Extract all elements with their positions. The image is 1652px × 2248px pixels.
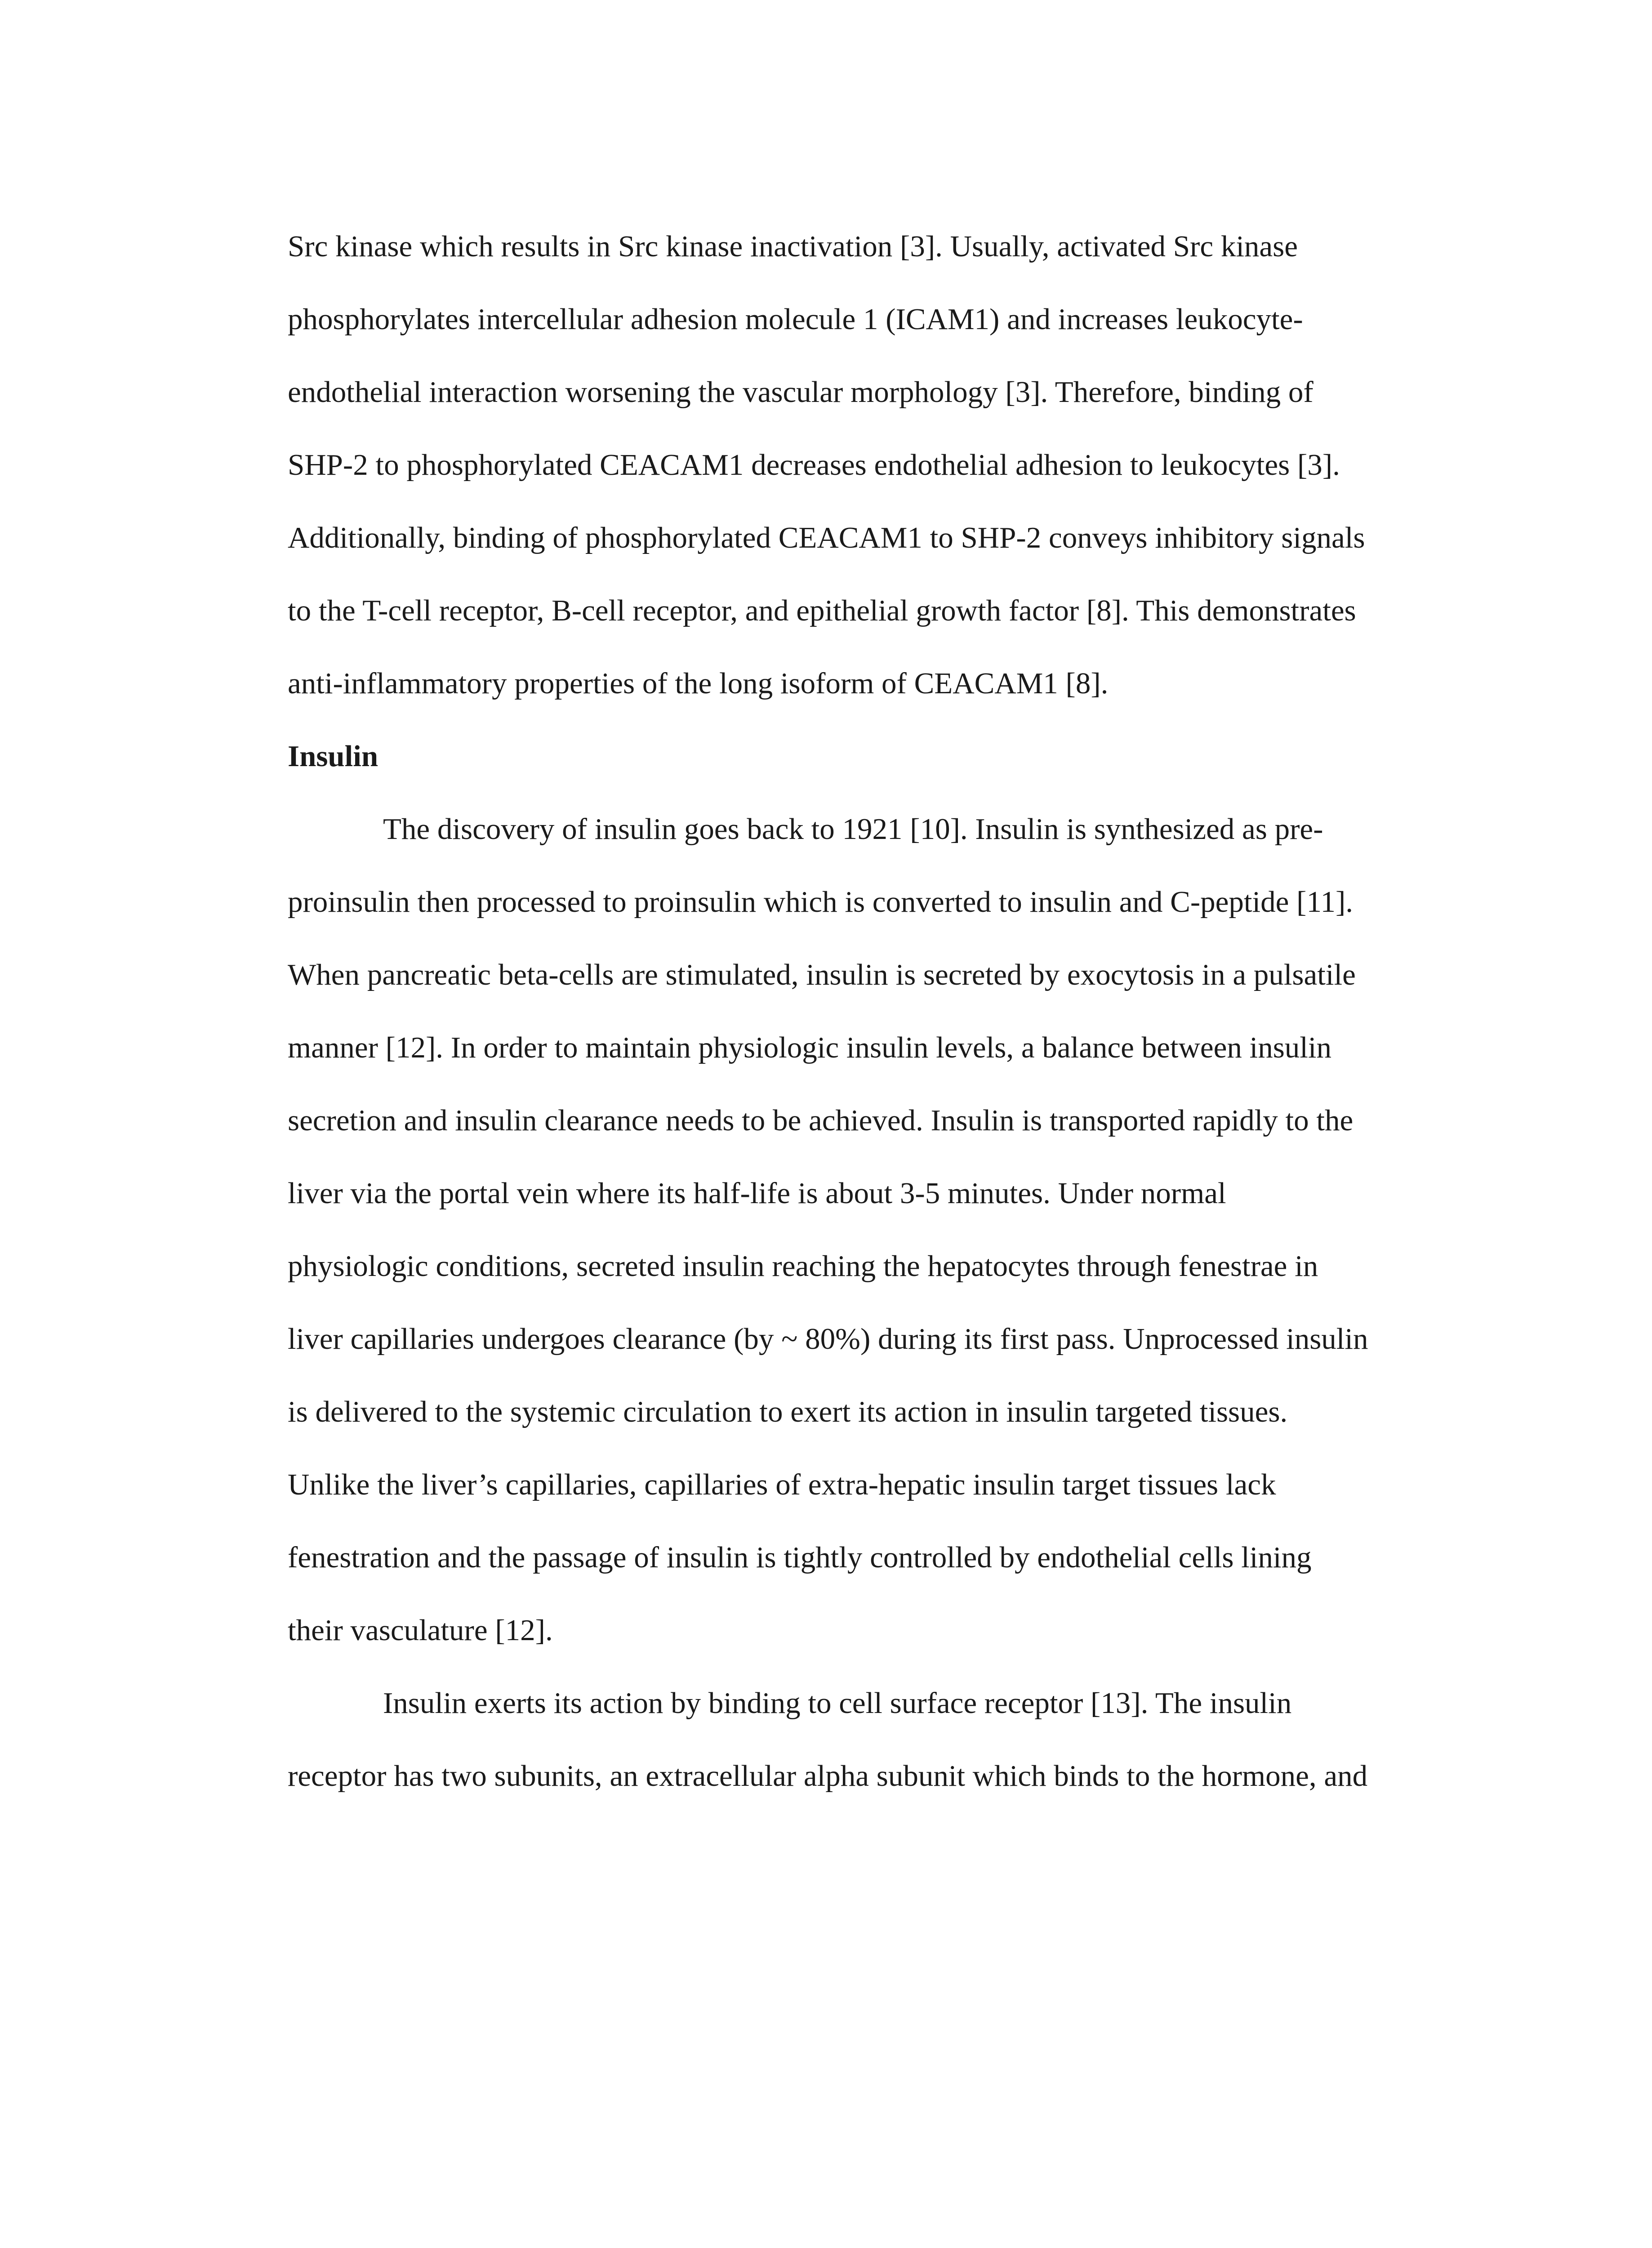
section-heading: Insulin bbox=[288, 740, 378, 773]
paragraph2-line-7: physiologic conditions, secreted insulin reaching the hepatocytes through fenestrae in bbox=[288, 1249, 1318, 1283]
paragraph1-line-3: endothelial interaction worsening the vascular morphology [3]. Therefore, binding of bbox=[288, 375, 1314, 409]
paragraph1-line-4: SHP-2 to phosphorylated CEACAM1 decreases endothelial adhesion to leukocytes [3]. bbox=[288, 448, 1340, 482]
paragraph2-line-2: proinsulin then processed to proinsulin which is converted to insulin and C-peptide [11]. bbox=[288, 885, 1354, 919]
paragraph1-line-1: Src kinase which results in Src kinase inactivation [3]. Usually, activated Src kinase bbox=[288, 230, 1298, 263]
paragraph2-line-12: their vasculature [12]. bbox=[288, 1614, 553, 1647]
paragraph2-line-3: When pancreatic beta-cells are stimulated, insulin is secreted by exocytosis in a pulsatile bbox=[288, 958, 1356, 991]
paragraph3-line-2: receptor has two subunits, an extracellular alpha subunit which binds to the hormone, and bbox=[288, 1759, 1368, 1793]
paragraph2-line-1: The discovery of insulin goes back to 1921 [10]. Insulin is synthesized as pre- bbox=[383, 812, 1323, 846]
paragraph2-line-9: is delivered to the systemic circulation to exert its action in insulin targeted tissues. bbox=[288, 1395, 1288, 1428]
paragraph2-line-8: liver capillaries undergoes clearance (by ~ 80%) during its first pass. Unprocessed insulin bbox=[288, 1322, 1368, 1356]
paragraph1-line-6: to the T-cell receptor, B-cell receptor, and epithelial growth factor [8]. This demonstrates bbox=[288, 594, 1356, 627]
paragraph1-line-5: Additionally, binding of phosphorylated CEACAM1 to SHP-2 conveys inhibitory signals bbox=[288, 521, 1365, 554]
paragraph2-line-5: secretion and insulin clearance needs to be achieved. Insulin is transported rapidly to the bbox=[288, 1104, 1354, 1137]
paragraph3-line-1: Insulin exerts its action by binding to cell surface receptor [13]. The insulin bbox=[383, 1686, 1292, 1720]
paragraph1-line-2: phosphorylates intercellular adhesion molecule 1 (ICAM1) and increases leukocyte- bbox=[288, 303, 1303, 336]
paragraph2-line-11: fenestration and the passage of insulin is tightly controlled by endothelial cells lining bbox=[288, 1541, 1312, 1574]
paragraph1-line-7: anti-inflammatory properties of the long isoform of CEACAM1 [8]. bbox=[288, 667, 1109, 700]
paragraph2-line-6: liver via the portal vein where its half-life is about 3-5 minutes. Under normal bbox=[288, 1177, 1226, 1210]
paragraph2-line-4: manner [12]. In order to maintain physiologic insulin levels, a balance between insulin bbox=[288, 1031, 1332, 1064]
paragraph2-line-10: Unlike the liver’s capillaries, capillaries of extra-hepatic insulin target tissues lack bbox=[288, 1468, 1276, 1501]
